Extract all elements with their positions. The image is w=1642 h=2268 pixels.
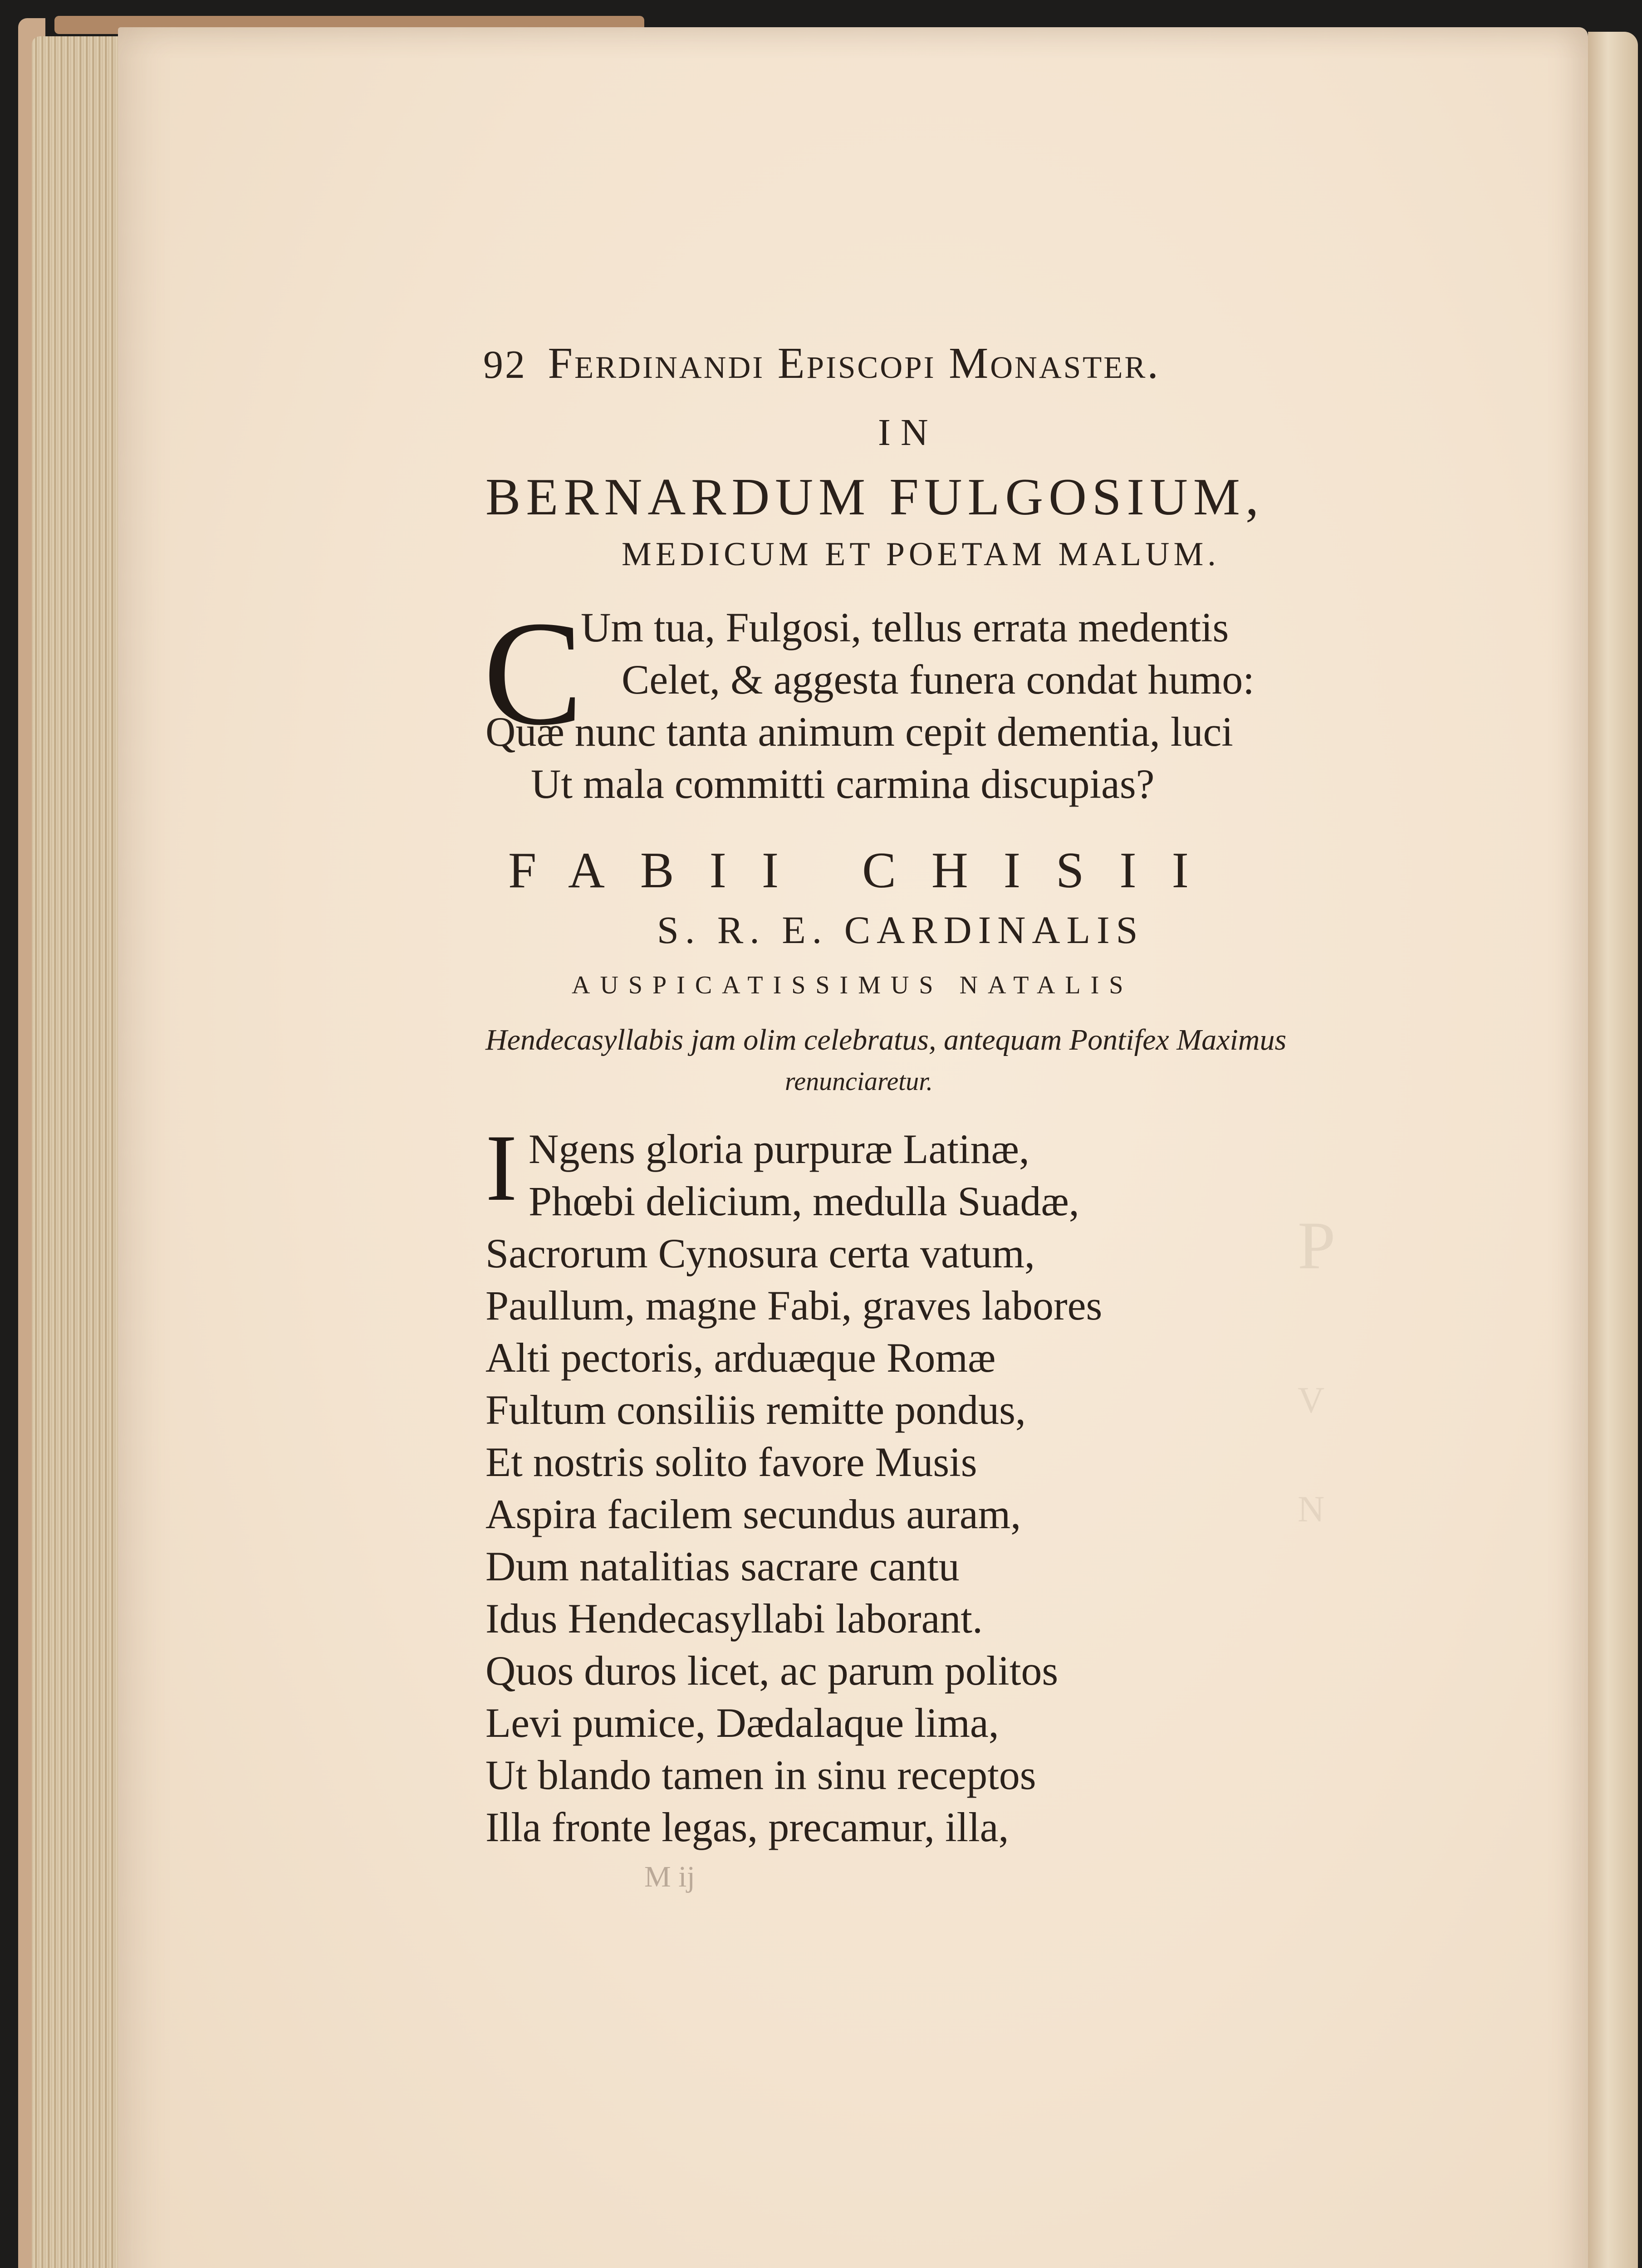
poem2-line: Aspira facilem secundus auram, — [485, 1491, 1021, 1537]
facing-page-edge — [1588, 32, 1638, 2268]
poem1-line: Um tua, Fulgosi, tellus errata medentis — [581, 604, 1229, 650]
poem2-line: Levi pumice, Dædalaque lima, — [485, 1700, 999, 1746]
bleed-through-mark: V — [1298, 1379, 1325, 1421]
poem2-subtitle-natalis: AUSPICATISSIMUS NATALIS — [572, 971, 1133, 999]
poem2-line: Illa fronte legas, precamur, illa, — [485, 1804, 1009, 1850]
poem1-line: Celet, & aggesta funera condat humo: — [622, 656, 1255, 703]
poem1-line: Quæ nunc tanta animum cepit dementia, luci — [485, 709, 1233, 755]
poem2-line: Dum natalitias sacrare cantu — [485, 1543, 960, 1589]
bleed-through-mark: N — [1298, 1488, 1325, 1530]
poem2-subtitle: S. R. E. CARDINALIS — [657, 908, 1144, 952]
poem1-line: Ut mala committi carmina discupias? — [531, 761, 1155, 807]
poem2-title: FABII CHISII — [508, 842, 1224, 899]
poem2-line: Alti pectoris, arduæque Romæ — [485, 1334, 996, 1381]
poem2-line: Ut blando tamen in sinu receptos — [485, 1752, 1036, 1798]
poem2-line: Fultum consiliis remitte pondus, — [485, 1387, 1026, 1433]
page-number: 92 — [483, 343, 527, 387]
poem1-dropcap: C — [483, 591, 583, 756]
poem1-title: BERNARDUM FULGOSIUM, — [485, 468, 1264, 526]
signature-mark: M ij — [644, 1860, 695, 1893]
poem2-note: renunciaretur. — [785, 1066, 933, 1096]
poem2-line: Sacrorum Cynosura certa vatum, — [485, 1230, 1035, 1276]
running-header — [483, 338, 1160, 389]
poem2-line: Ngens gloria purpuræ Latinæ, — [529, 1126, 1029, 1172]
poem2-line: Et nostris solito favore Musis — [485, 1439, 977, 1485]
poem2-note: Hendecasyllabis jam olim celebratus, antequam Pontifex Maximus — [485, 1023, 1287, 1056]
poem2-line: Paullum, magne Fabi, graves labores — [485, 1282, 1103, 1329]
running-title: Ferdinandi Episcopi Monaster. — [548, 339, 1160, 388]
poem2-line: Phœbi delicium, medulla Suadæ, — [529, 1178, 1079, 1224]
poem1-subtitle: MEDICUM ET POETAM MALUM. — [622, 536, 1220, 573]
poem2-line: Quos duros licet, ac parum politos — [485, 1647, 1059, 1694]
poem1-title-in: IN — [878, 411, 938, 454]
bleed-through-mark: P — [1298, 1208, 1336, 1283]
poem2-line: Idus Hendecasyllabi laborant. — [485, 1595, 983, 1642]
poem2-dropcap: I — [485, 1115, 517, 1221]
